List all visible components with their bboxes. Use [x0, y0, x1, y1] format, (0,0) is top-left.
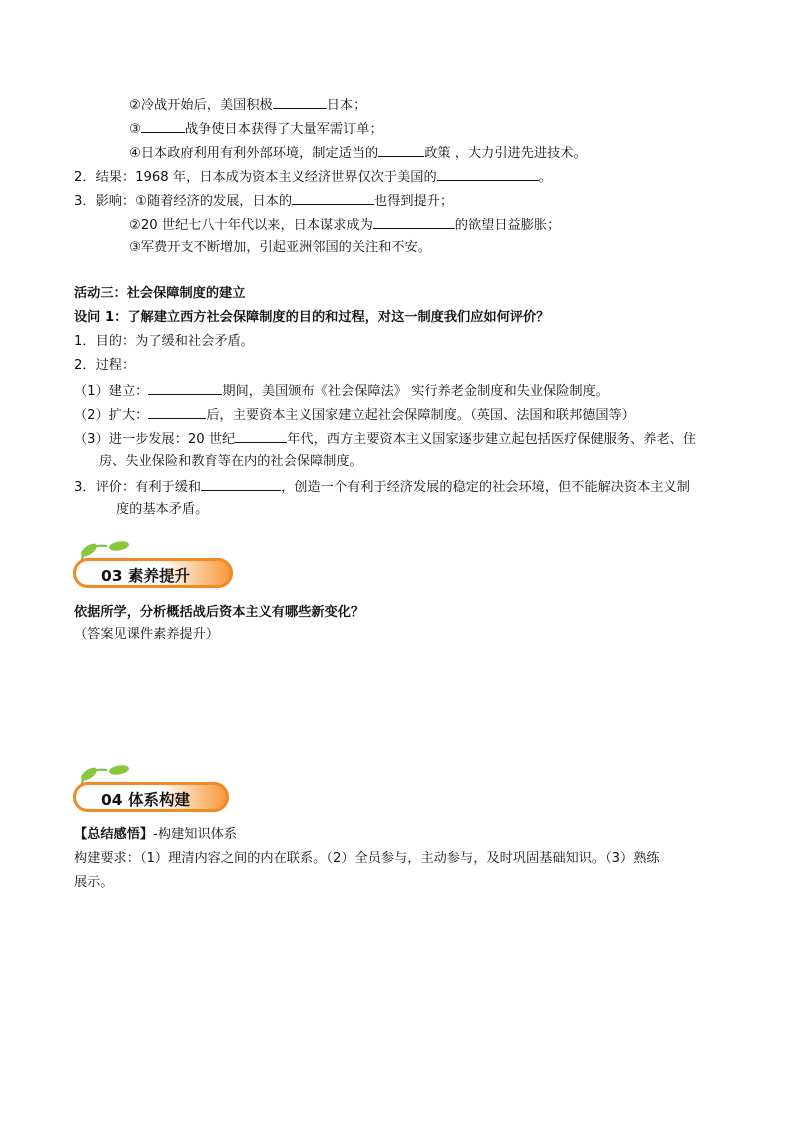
fill-blank[interactable] [437, 167, 539, 181]
section-04-badge [73, 762, 243, 816]
text-line: 3．评价：有利于缓和 ，创造一个有利于经济发展的稳定的社会环境，但不能解决资本主义制 [74, 477, 690, 497]
text-line: 3．影响：①随着经济的发展，日本的 也得到提升； [74, 191, 453, 211]
text-line: ③ 战争使日本获得了大量军需订单； [129, 119, 383, 139]
activity-title: 活动三：社会保障制度的建立 [74, 286, 246, 301]
fill-blank[interactable] [148, 381, 222, 395]
text-line: 2．结果：1968 年，日本成为资本主义经济世界仅次于美国的 。 [74, 167, 552, 187]
text-line: （1）建立： 期间，美国颁布《社会保障法》 实行养老金制度和失业保险制度。 [74, 381, 609, 401]
text-line: 展示。 [74, 875, 114, 890]
fill-blank[interactable] [292, 191, 374, 205]
text-line: 构建要求：（1）理清内容之间的内在联系。（2）全员参与，主动参与，及时巩固基础知识。（3）熟练 [74, 851, 660, 866]
text-line: ④日本政府利用有利外部环境，制定适当的 政策 ，大力引进先进技术。 [129, 143, 587, 163]
text-line: 度的基本矛盾。 [116, 502, 209, 517]
fill-blank[interactable] [235, 429, 287, 443]
section-03-badge [73, 538, 243, 592]
note: （答案见课件素养提升） [74, 627, 220, 642]
fill-blank[interactable] [201, 477, 281, 491]
text-line: ③军费开支不断增加，引起亚洲邻国的关注和不安。 [129, 240, 431, 255]
text-line: 房、失业保险和教育等在内的社会保障制度。 [99, 454, 363, 469]
fill-blank[interactable] [273, 95, 327, 109]
summary-heading: 【总结感悟】-构建知识体系 [74, 827, 238, 842]
fill-blank[interactable] [378, 143, 424, 157]
question: 设问 1：了解建立西方社会保障制度的目的和过程，对这一制度我们应如何评价？ [74, 310, 550, 325]
fill-blank[interactable] [148, 405, 206, 419]
text-line: （3）进一步发展：20 世纪 年代，西方主要资本主义国家逐步建立起包括医疗保健服务、养老、住 [74, 429, 696, 449]
badge-label: 03 素养提升 [101, 567, 190, 585]
text-line: 2．过程： [74, 358, 136, 373]
text-line: ②20 世纪七八十年代以来，日本谋求成为 的欲望日益膨胀； [129, 215, 560, 235]
text-line: ②冷战开始后，美国积极 日本； [129, 95, 366, 115]
badge-label: 04 体系构建 [101, 791, 190, 809]
question: 依据所学，分析概括战后资本主义有哪些新变化？ [74, 605, 365, 620]
text-line: （2）扩大： 后，主要资本主义国家建立起社会保障制度。（英国、法国和联邦德国等） [74, 405, 635, 425]
fill-blank[interactable] [141, 119, 185, 133]
fill-blank[interactable] [373, 215, 455, 229]
text-line: 1．目的：为了缓和社会矛盾。 [74, 334, 254, 349]
